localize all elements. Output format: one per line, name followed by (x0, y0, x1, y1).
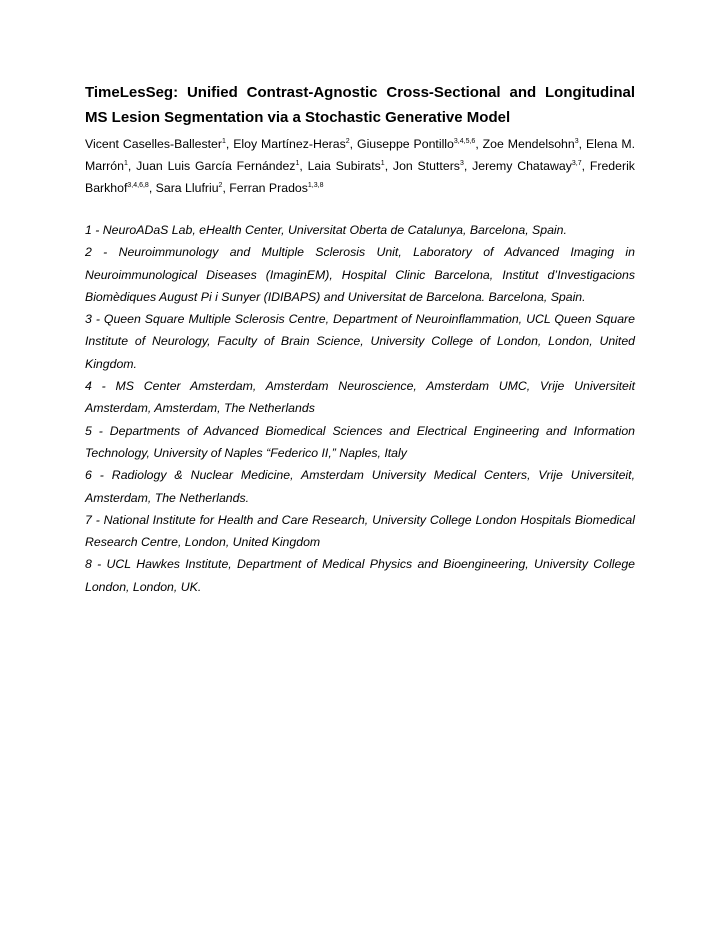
author-affiliation-marker: 3 (574, 138, 579, 145)
author-affiliation-marker: 3 (459, 160, 464, 167)
author (472, 159, 582, 173)
author-affiliation-marker: 1 (221, 138, 226, 145)
author-list: Vicent Caselles-Ballester$^1$, Eloy Martínez-Heras$^2$, Giuseppe Pontillo$^{3,4,5,6}$, Zoe Mendelsohn$^3$, Elena M. Marrón$^1$, Juan Luis García Fernández$^1$, Laia Subirats$^1$, Jon Stutters$^3$, Jeremy Chataway$^{3,7}$, Frederik Barkhof$^{3,4,6,8}$, Sara Llufriu$^2$, Ferran Prados$^{1,3,8}$ (85, 137, 635, 195)
author-name: Jon Stutters (392, 159, 460, 173)
author-affiliation-marker: 2 (218, 182, 223, 189)
author-name: Zoe Mendelsohn (482, 137, 575, 151)
affiliation-item: 3 - Queen Square Multiple Sclerosis Centre, Department of Neuroinflammation, UCL Queen Square Institute of Neurology, Faculty of Brain Science, University College of London, London, United Kingdom. (85, 312, 635, 371)
author-name: Vicent Caselles-Ballester (85, 137, 222, 151)
affiliation-item: 4 - MS Center Amsterdam, Amsterdam Neuroscience, Amsterdam UMC, Vrije Universiteit Amsterdam, Amsterdam, The Netherlands (85, 379, 635, 416)
author-name: Elena M. Marrón (85, 137, 635, 173)
affiliation-item: 2 - Neuroimmunology and Multiple Sclerosis Unit, Laboratory of Advanced Imaging in Neuroimmunological Diseases (ImaginEM), Hospital Clinic Barcelona, Institut d’Investigacions Biomèdiques August Pi i Sunyer (IDIBAPS) and Universitat de Barcelona. Barcelona, Spain. (85, 245, 635, 304)
affiliation-list (85, 219, 635, 598)
author-affiliation-marker: 2 (345, 138, 350, 145)
affiliation-item: 7 - National Institute for Health and Care Research, University College London Hospitals Biomedical Research Centre, London, United Kingdom (85, 512, 635, 550)
paper-title: TimeLesSeg: Unified Contrast-Agnostic Cross-Sectional and Longitudinal MS Lesion Segmentation via a Stochastic Generative Model (85, 84, 635, 126)
author-affiliation-marker: 1,3,8 (307, 182, 324, 189)
affiliation-item: 1 - NeuroADaS Lab, eHealth Center, Universitat Oberta de Catalunya, Barcelona, Spain. (85, 223, 567, 237)
author-name: Eloy Martínez-Heras (233, 137, 346, 151)
author-name: Frederik Barkhof (85, 159, 635, 195)
affiliation-item: 8 - UCL Hawkes Institute, Department of Medical Physics and Bioengineering, University College London, London, UK. (85, 557, 635, 594)
author-affiliation-marker: 1 (123, 160, 128, 167)
author-name: Giuseppe Pontillo (357, 137, 454, 151)
author-affiliation-marker: 3,4,5,6 (453, 138, 476, 145)
author-name: Juan Luis García Fernández (136, 159, 296, 173)
author (136, 159, 299, 173)
author (229, 181, 323, 195)
author (233, 137, 349, 151)
author-name: Jeremy Chataway (472, 159, 572, 173)
author-name: Sara Llufriu (155, 181, 219, 195)
author (483, 137, 579, 151)
affiliation-item: 6 - Radiology & Nuclear Medicine, Amsterdam University Medical Centers, Vrije Universiteit, Amsterdam, The Netherlands. (85, 468, 635, 505)
author-affiliation-marker: 3,7 (571, 160, 582, 167)
author (156, 181, 223, 195)
author-name: Ferran Prados (229, 181, 308, 195)
author (85, 137, 226, 151)
affiliation-item: 5 - Departments of Advanced Biomedical Sciences and Electrical Engineering and Information Technology, University of Naples “Federico II,” Naples, Italy (85, 423, 635, 460)
author-name: Laia Subirats (307, 159, 381, 173)
author-affiliation-marker: 3,4,6,8 (127, 182, 149, 189)
author (308, 159, 385, 173)
paper-front-matter (85, 80, 635, 598)
author (393, 159, 464, 173)
author (357, 137, 475, 151)
author-affiliation-marker: 1 (295, 160, 300, 167)
author-affiliation-marker: 1 (380, 160, 385, 167)
